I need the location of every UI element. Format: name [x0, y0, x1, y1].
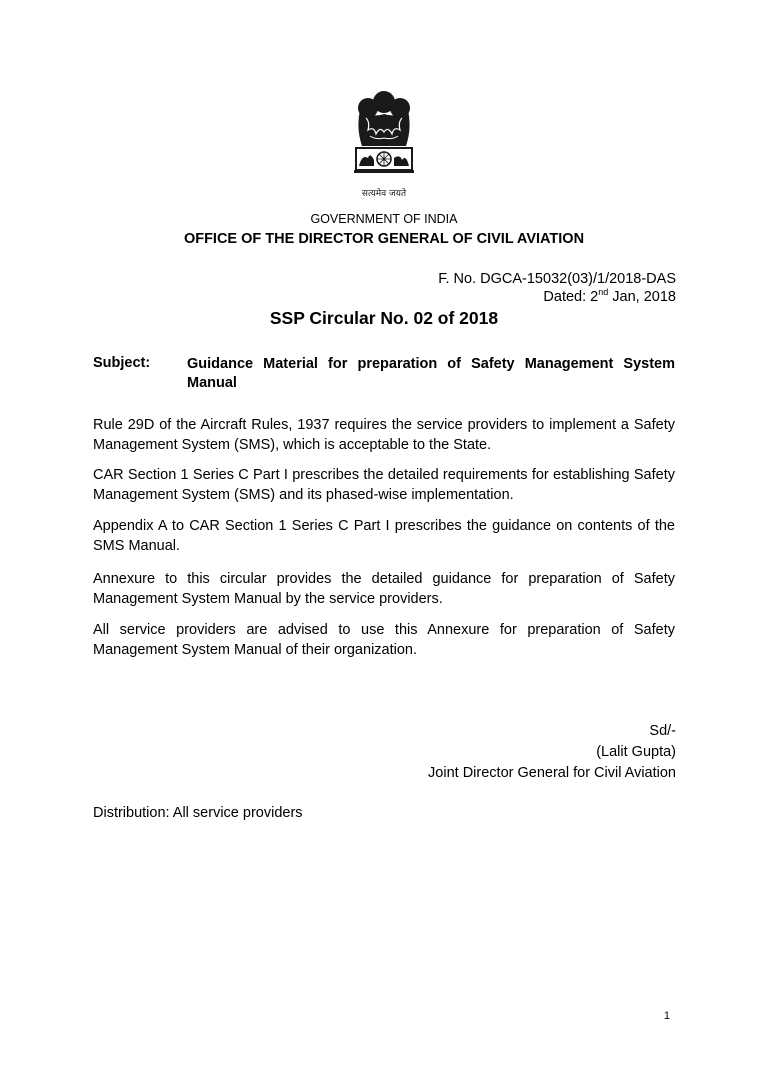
date-line: [543, 289, 676, 305]
paragraph-car-section: CAR Section 1 Series C Part I prescribes the detailed requirements for establishing Safety Management System (SMS) and its phased-wise implementation.: [93, 467, 675, 503]
date-suffix: Jan, 2018: [608, 289, 676, 305]
paragraph-annexure: Annexure to this circular provides the detailed guidance for preparation of Safety Management System Manual by the service providers.: [93, 571, 675, 607]
signature-sd: Sd/-: [649, 723, 676, 739]
subject-text: Guidance Material for preparation of Safety Management System Manual: [187, 356, 675, 391]
office-heading: OFFICE OF THE DIRECTOR GENERAL OF CIVIL AVIATION: [183, 231, 585, 247]
page-number: 1: [663, 1010, 670, 1022]
signatory-name: (Lalit Gupta): [596, 744, 676, 760]
circular-title: SSP Circular No. 02 of 2018: [269, 308, 499, 328]
motto-text: सत्यमेव जयते: [361, 189, 407, 199]
subject-label: Subject:: [93, 355, 151, 371]
paragraph-appendix-a: Appendix A to CAR Section 1 Series C Part I prescribes the guidance on contents of the SMS Manual.: [93, 518, 675, 554]
signatory-designation: Joint Director General for Civil Aviation: [428, 765, 676, 781]
government-heading: GOVERNMENT OF INDIA: [310, 212, 458, 226]
national-emblem-icon: [346, 88, 422, 206]
date-ordinal: nd: [598, 287, 609, 297]
file-number: F. No. DGCA-15032(03)/1/2018-DAS: [438, 271, 676, 287]
paragraph-rule-29d: Rule 29D of the Aircraft Rules, 1937 requires the service providers to implement a Safety Management System (SMS), which is acceptable to the State.: [93, 417, 675, 453]
paragraph-advice: All service providers are advised to use this Annexure for preparation of Safety Management System Manual of their organization.: [93, 622, 675, 658]
date-prefix: Dated: 2: [543, 289, 599, 305]
distribution-line: Distribution: All service providers: [93, 805, 303, 821]
